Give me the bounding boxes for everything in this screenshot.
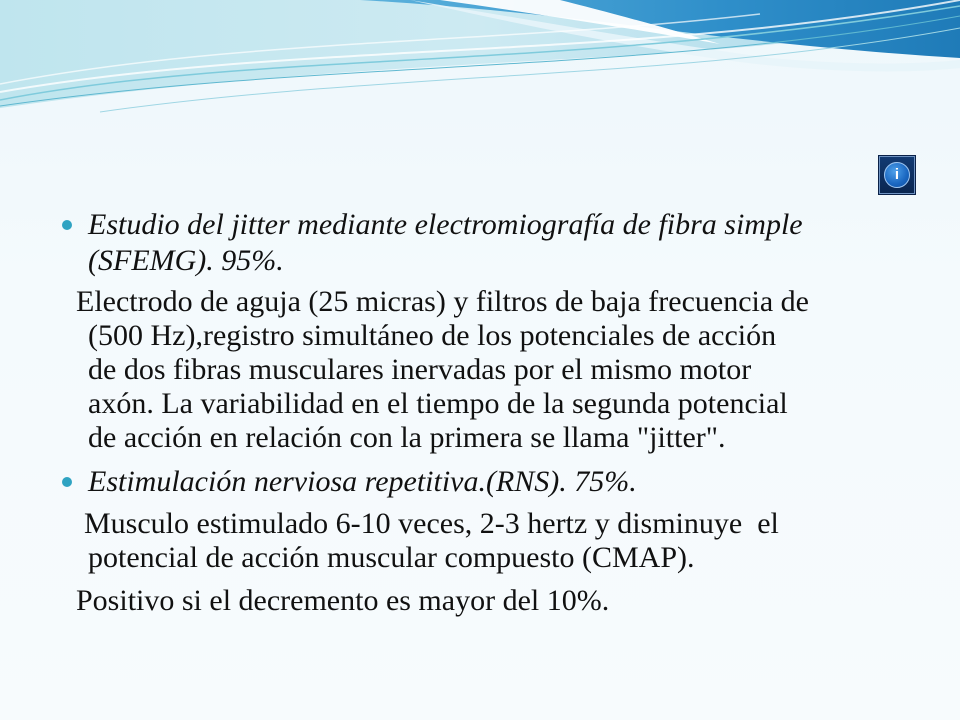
paragraph-line: (500 Hz),registro simultáneo de los potenciales de acción bbox=[88, 319, 777, 352]
paragraph-positivo bbox=[76, 584, 609, 618]
bullet-dot bbox=[62, 220, 72, 230]
bullet-sfemg bbox=[88, 207, 803, 279]
paragraph-line: Electrodo de aguja (25 micras) y filtros de baja frecuencia de bbox=[76, 285, 809, 318]
bullet-rns bbox=[88, 465, 637, 499]
paragraph-line: Musculo estimulado 6-10 veces, 2-3 hertz y disminuye el bbox=[84, 507, 779, 540]
bullet-line: Estudio del jitter mediante electromiografía de fibra simple bbox=[88, 208, 803, 241]
paragraph-line: potencial de acción muscular compuesto (CMAP). bbox=[88, 541, 695, 574]
paragraph-line: de acción en relación con la primera se llama "jitter". bbox=[88, 421, 726, 454]
info-icon bbox=[884, 162, 910, 188]
paragraph-musculo bbox=[84, 507, 779, 575]
paragraph-line: de dos fibras musculares inervadas por el mismo motor bbox=[88, 353, 752, 386]
info-button-label: i bbox=[894, 166, 900, 183]
header-wave-decoration bbox=[0, 0, 960, 120]
info-button[interactable] bbox=[879, 156, 915, 194]
bullet-dot bbox=[62, 477, 72, 487]
paragraph-line: Positivo si el decremento es mayor del 10%. bbox=[76, 584, 610, 617]
paragraph-line: axón. La variabilidad en el tiempo de la segunda potencial bbox=[88, 387, 788, 420]
bullet-line: (SFEMG). 95%. bbox=[88, 244, 284, 277]
bullet-line: Estimulación nerviosa repetitiva.(RNS). 75%. bbox=[88, 465, 637, 498]
paragraph-electrodo bbox=[76, 285, 809, 455]
